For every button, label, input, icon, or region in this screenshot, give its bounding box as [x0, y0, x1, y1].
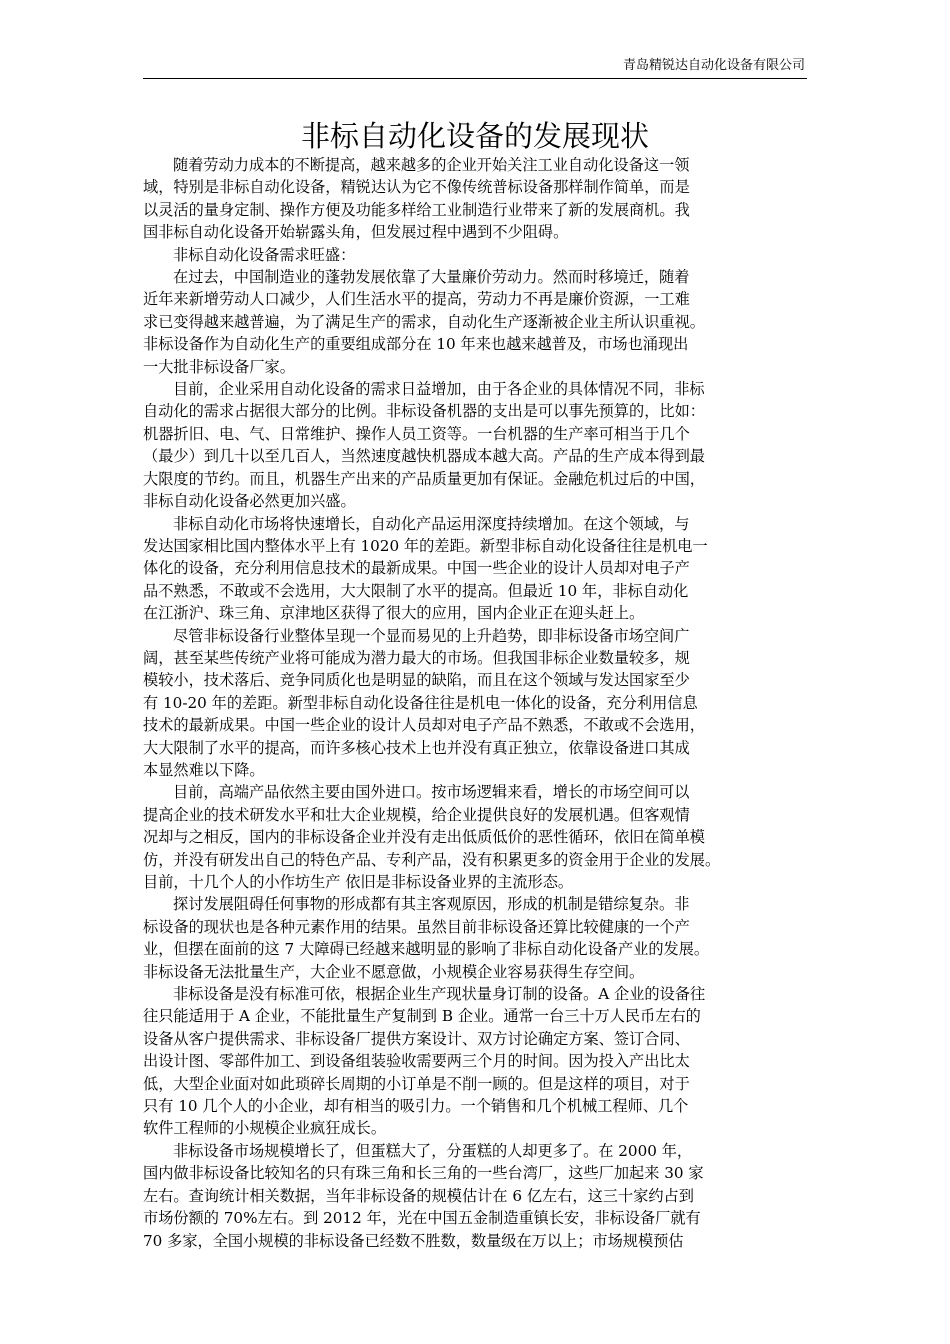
paragraph-line: 品不熟悉，不敢或不会选用，大大限制了水平的提高。但最近 10 年，非标自动化: [143, 581, 689, 600]
paragraph-line: 往只能适用于 A 企业，不能批量生产复制到 B 企业。通常一台三十万人民币左右的: [143, 1007, 701, 1026]
paragraph-line: 目前，高端产品依然主要由国外进口。按市场逻辑来看，增长的市场空间可以: [173, 783, 690, 802]
paragraph: [143, 513, 807, 625]
paragraph-line: 业，但摆在面前的这 7 大障碍已经越来越明显的影响了非标自动化设备产业的发展。: [143, 940, 710, 959]
paragraph-line: 求已变得越来越普遍，为了满足生产的需求，自动化生产逐渐被企业主所认识重视。: [143, 312, 705, 331]
paragraph-line: 软件工程师的小规模企业疯狂成长。: [143, 1119, 386, 1138]
paragraph: [143, 781, 807, 893]
paragraph-line: 在江浙沪、珠三角、京津地区获得了很大的应用，国内企业正在迎头赶上。: [143, 604, 645, 623]
paragraph-line: 况却与之相反，国内的非标设备企业并没有走出低质低价的恶性循环，依旧在简单模: [143, 828, 705, 847]
paragraph-line: 大限度的节约。而且，机器生产出来的产品质量更加有保证。金融危机过后的中国，: [143, 469, 705, 488]
paragraph: [143, 244, 807, 266]
paragraph-line: 非标自动化设备必然更加兴盛。: [143, 492, 356, 511]
paragraph-line: （最少）到几十以至几百人，当然速度越快机器成本越大高。产品的生产成本得到最: [143, 447, 705, 466]
paragraph: [143, 378, 807, 512]
page-header: [143, 56, 807, 79]
paragraph-line: 仿，并没有研发出自己的特色产品、专利产品，没有积累更多的资金用于企业的发展。: [143, 850, 721, 869]
document-body: [143, 154, 807, 1252]
paragraph-line: 设备从客户提供需求、非标设备厂提供方案设计、双方讨论确定方案、签订合同、: [143, 1029, 690, 1048]
paragraph-line: 低，大型企业面对如此琐碎长周期的小订单是不削一顾的。但是这样的项目，对于: [143, 1074, 690, 1093]
paragraph: [143, 983, 807, 1140]
paragraph: [143, 154, 807, 244]
paragraph-line: 发达国家相比国内整体水平上有 1020 年的差距。新型非标自动化设备往往是机电一: [143, 536, 708, 555]
paragraph-line: 市场份额的 70%左右。到 2012 年，光在中国五金制造重镇长安，非标设备厂就有: [143, 1209, 701, 1228]
paragraph-line: 左右。查询统计相关数据，当年非标设备的规模估计在 6 亿左右，这三十家约占到: [143, 1186, 694, 1205]
paragraph-line: 以灵活的量身定制、操作方便及功能多样给工业制造行业带来了新的发展商机。我: [143, 200, 690, 219]
paragraph-line: 阔，甚至某些传统产业将可能成为潜力最大的市场。但我国非标企业数量较多，规: [143, 648, 690, 667]
paragraph-line: 技术的最新成果。中国一些企业的设计人员却对电子产品不熟悉，不敢或不会选用，: [143, 716, 705, 735]
paragraph-line: 近年来新增劳动人口减少，人们生活水平的提高，劳动力不再是廉价资源，一工难: [143, 290, 690, 309]
paragraph-line: 在过去，中国制造业的蓬勃发展依靠了大量廉价劳动力。然而时移境迁，随着: [173, 268, 690, 287]
paragraph-line: 非标设备市场规模增长了，但蛋糕大了，分蛋糕的人却更多了。在 2000 年，: [173, 1141, 693, 1160]
paragraph-line: 随着劳动力成本的不断提高，越来越多的企业开始关注工业自动化设备这一领: [173, 156, 690, 174]
paragraph-line: 模较小，技术落后、竞争同质化也是明显的缺陷，而且在这个领域与发达国家至少: [143, 671, 690, 690]
paragraph-line: 一大批非标设备厂家。: [143, 357, 295, 376]
paragraph-line: 非标设备无法批量生产，大企业不愿意做，小规模企业容易获得生存空间。: [143, 962, 645, 981]
paragraph-line: 有 10-20 年的差距。新型非标自动化设备往往是机电一体化的设备，充分利用信息: [143, 693, 698, 712]
paragraph-line: 目前，十几个人的小作坊生产 依旧是非标设备业界的主流形态。: [143, 873, 574, 891]
paragraph-line: 目前，企业采用自动化设备的需求日益增加，由于各企业的具体情况不同，非标: [173, 380, 705, 399]
paragraph-line: 非标设备是没有标准可依，根据企业生产现状量身订制的设备。A 企业的设备往: [173, 985, 706, 1004]
paragraph-line: 非标设备作为自动化生产的重要组成部分在 10 年来也越来越普及，市场也涌现出: [143, 335, 689, 354]
paragraph-line: 非标自动化市场将快速增长，自动化产品运用深度持续增加。在这个领域，与: [173, 514, 690, 533]
paragraph: [143, 893, 807, 983]
paragraph-line: 本显然难以下降。: [143, 760, 265, 779]
paragraph-line: 大大限制了水平的提高，而许多核心技术上也并没有真正独立，依靠设备进口其成: [143, 738, 690, 757]
paragraph-line: 探讨发展阻碍任何事物的形成都有其主客观原因，形成的机制是错综复杂。非: [173, 895, 690, 914]
paragraph-line: 自动化的需求占据很大部分的比例。非标设备机器的支出是可以事先预算的，比如：: [143, 402, 705, 421]
paragraph-line: 域，特别是非标自动化设备，精锐达认为它不像传统普标设备那样制作简单，而是: [143, 178, 690, 197]
paragraph-line: 非标自动化设备需求旺盛：: [173, 245, 356, 264]
paragraph: [143, 625, 807, 782]
paragraph-line: 体化的设备，充分利用信息技术的最新成果。中国一些企业的设计人员却对电子产: [143, 559, 690, 578]
paragraph-line: 标设备的现状也是各种元素作用的结果。虽然目前非标设备还算比较健康的一个产: [143, 917, 690, 936]
paragraph-line: 机器折旧、电、气、日常维护、操作人员工资等。一台机器的生产率可相当于几个: [143, 424, 690, 443]
paragraph-line: 只有 10 几个人的小企业，却有相当的吸引力。一个销售和几个机械工程师、几个: [143, 1097, 689, 1116]
document-title: 非标自动化设备的发展现状: [300, 119, 649, 153]
paragraph-line: 提高企业的技术研发水平和壮大企业规模，给企业提供良好的发展机遇。但客观情: [143, 805, 690, 824]
paragraph-line: 出设计图、零部件加工、到设备组装验收需要两三个月的时间。因为投入产出比太: [143, 1052, 690, 1071]
paragraph-line: 国内做非标设备比较知名的只有珠三角和长三角的一些台湾厂，这些厂加起来 30 家: [143, 1164, 704, 1183]
paragraph: [143, 266, 807, 378]
paragraph: [143, 1140, 807, 1252]
header-company-name: 青岛精锐达自动化设备有限公司: [622, 58, 805, 73]
paragraph-line: 尽管非标设备行业整体呈现一个显而易见的上升趋势，即非标设备市场空间广: [173, 626, 690, 645]
paragraph-line: 70 多家，全国小规模的非标设备已经数不胜数，数量级在万以上；市场规模预估: [143, 1231, 684, 1250]
paragraph-line: 国非标自动化设备开始崭露头角，但发展过程中遇到不少阻碍。: [143, 223, 569, 242]
